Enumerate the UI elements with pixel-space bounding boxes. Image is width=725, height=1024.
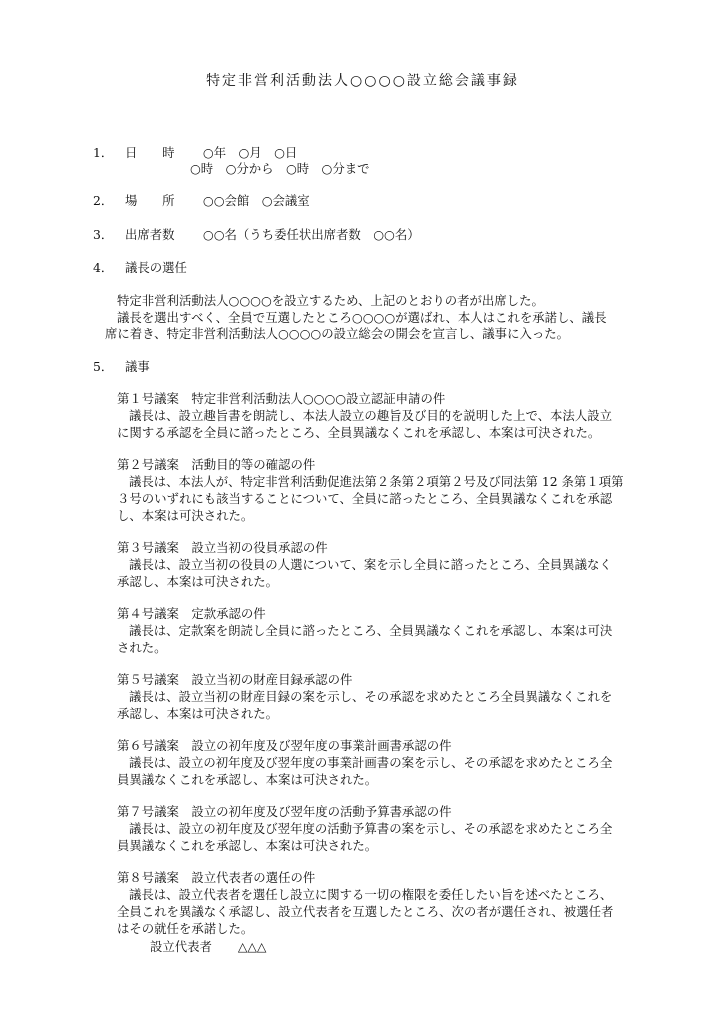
- motion-title: 第１号議案 特定非営利活動法人○○○○設立認証申請の件: [117, 391, 446, 406]
- motion-title: 第５号議案 設立当初の財産目録承認の件: [117, 672, 353, 687]
- item-label: 場 所: [124, 193, 175, 208]
- motion-line: に関する承認を全員に諮ったところ、全員異議なくこれを承認し、本案は可決された。: [117, 425, 601, 440]
- item-number: 3．: [93, 227, 114, 242]
- motion-title: 第４号議案 定款承認の件: [117, 606, 266, 621]
- motion-line: 員異議なくこれを承認し、本案は可決された。: [117, 772, 378, 787]
- motion-line: 承認し、本案は可決された。: [117, 574, 279, 589]
- motion-line: された。: [117, 640, 167, 655]
- date-value: ○年 ○月 ○日: [202, 145, 298, 160]
- representative-name: △△△: [237, 939, 267, 954]
- motion-title: 第３号議案 設立当初の役員承認の件: [117, 540, 328, 555]
- motion-line: 全員これを異議なく承認し、設立代表者を互選したところ、次の者が選任され、被選任者: [117, 904, 614, 919]
- attendees-value: ○○名（うち委任状出席者数 ○○名）: [202, 227, 420, 242]
- representative-label: 設立代表者: [150, 939, 212, 954]
- paragraph-line: 議長を選出すべく、全員で互選したところ○○○○が選ばれ、本人はこれを承諾し、議長: [117, 310, 607, 325]
- item-agenda: [93, 358, 150, 376]
- paragraph-line: 特定非営利活動法人○○○○を設立するため、上記のとおりの者が出席した。: [117, 293, 544, 308]
- item-label: 日 時: [124, 145, 175, 160]
- item-number: 5．: [93, 359, 114, 374]
- item-number: 2．: [93, 193, 114, 208]
- item-chair: [93, 259, 187, 277]
- motion-line: 議長は、定款案を朗読し全員に諮ったところ、全員異議なくこれを承認し、本案は可決: [129, 623, 613, 638]
- motion-title: 第８号議案 設立代表者の選任の件: [117, 870, 316, 885]
- motion-line: 議長は、設立の初年度及び翌年度の事業計画書の案を示し、その承認を求めたところ全: [129, 755, 613, 770]
- motion-title: 第２号議案 活動目的等の確認の件: [117, 457, 316, 472]
- representative-row: [150, 938, 266, 956]
- motion-line: 議長は、設立趣旨書を朗読し、本法人設立の趣旨及び目的を説明した上で、本法人設立: [129, 408, 612, 423]
- motion-line: 議長は、本法人が、特定非営利活動促進法第２条第２項第２号及び同法第 12 条第１項第: [129, 474, 624, 489]
- time-value: ○時 ○分から ○時 ○分まで: [190, 161, 370, 176]
- motion-line: ３号のいずれにも該当することについて、全員に諮ったところ、全員異議なくこれを承認: [117, 491, 613, 506]
- motion-line: 議長は、設立代表者を選任し設立に関する一切の権限を委任したい旨を述べたところ、: [129, 887, 613, 902]
- motion-title: 第６号議案 設立の初年度及び翌年度の事業計画書承認の件: [117, 738, 452, 753]
- item-attendees: [93, 226, 420, 244]
- motion-line: 議長は、設立当初の財産目録の案を示し、その承認を求めたところ全員異議なくこれを: [129, 689, 613, 704]
- motion-line: 議長は、設立の初年度及び翌年度の活動予算書の案を示し、その承認を求めたところ全: [129, 821, 613, 836]
- motion-line: 承認し、本案は可決された。: [117, 706, 279, 721]
- motion-line: 議長は、設立当初の役員の人選について、案を示し全員に諮ったところ、全員異議なく: [129, 557, 612, 572]
- item-place: [93, 192, 310, 210]
- item-label: 議長の選任: [124, 260, 187, 275]
- item-number: 4．: [93, 260, 114, 275]
- motion-line: し、本案は可決された。: [117, 508, 254, 523]
- motion-line: はその就任を承諾した。: [117, 921, 254, 936]
- item-label: 議事: [124, 359, 150, 374]
- motion-title: 第７号議案 設立の初年度及び翌年度の活動予算書承認の件: [117, 804, 452, 819]
- paragraph-line: 席に着き、特定非営利活動法人○○○○の設立総会の開会を宣言し、議事に入った。: [105, 326, 570, 341]
- document-title: 特定非営利活動法人○○○○設立総会議事録: [206, 73, 519, 89]
- motion-line: 員異議なくこれを承認し、本案は可決された。: [117, 838, 378, 853]
- place-value: ○○会館 ○会議室: [202, 193, 310, 208]
- item-number: 1．: [93, 145, 114, 160]
- item-label: 出席者数: [124, 227, 175, 242]
